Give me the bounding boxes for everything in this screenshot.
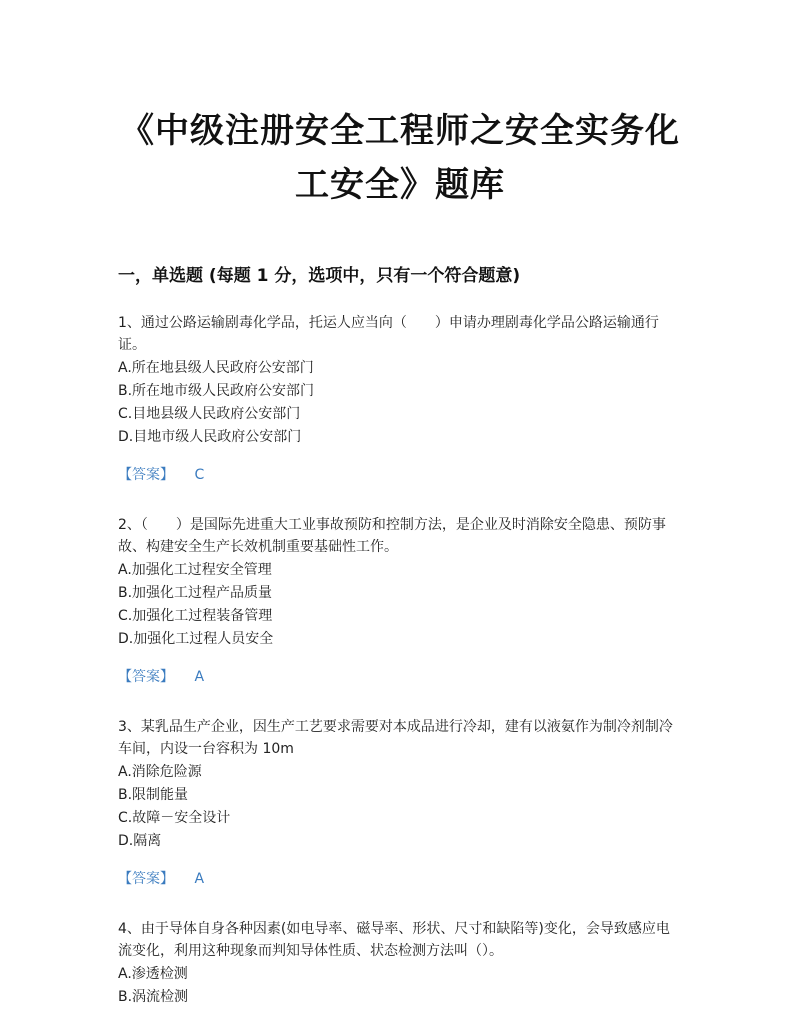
title-line-2: 工安全》题库 — [295, 165, 505, 205]
option-b: B.所在地市级人民政府公安部门 — [118, 383, 315, 399]
page-title — [118, 0, 682, 212]
option-c: C.故障－安全设计 — [118, 810, 231, 826]
answer-line — [118, 666, 682, 688]
option-d: D.加强化工过程人员安全 — [118, 631, 274, 647]
answer-line — [118, 868, 682, 890]
answer-label: 【答案】 — [118, 871, 174, 887]
question-stem: 3、某乳品生产企业，因生产工艺要求需要对本成品进行冷却，建有以液氨作为制冷剂制冷车间，内设一台容积为 10m — [118, 719, 673, 757]
option-c: C.目地县级人民政府公安部门 — [118, 406, 301, 422]
answer-label: 【答案】 — [118, 467, 174, 483]
title-line-1: 《中级注册安全工程师之安全实务化 — [120, 111, 680, 151]
question-3 — [118, 716, 682, 890]
question-list — [118, 312, 682, 1008]
question-1 — [118, 312, 682, 486]
option-a: A.消除危险源 — [118, 764, 202, 780]
option-d: D.目地市级人民政府公安部门 — [118, 429, 302, 445]
option-b: B.限制能量 — [118, 787, 189, 803]
question-stem: 2、（ ）是国际先进重大工业事故预防和控制方法，是企业及时消除安全隐患、预防事故、构建安全生产长效机制重要基础性工作。 — [118, 517, 666, 555]
answer-value: A — [194, 669, 205, 685]
option-d: D.隔离 — [118, 833, 162, 849]
answer-value: C — [194, 467, 205, 483]
question-4 — [118, 918, 682, 1008]
option-b: B.加强化工过程产品质量 — [118, 585, 273, 601]
answer-value: A — [194, 871, 205, 887]
question-2 — [118, 514, 682, 688]
question-stem: 4、由于导体自身各种因素(如电导率、磁导率、形状、尺寸和缺陷等)变化，会导致感应电流变化，利用这种现象而判知导体性质、状态检测方法叫（）。 — [118, 921, 670, 959]
answer-label: 【答案】 — [118, 669, 174, 685]
answer-line — [118, 464, 682, 486]
question-stem: 1、通过公路运输剧毒化学品，托运人应当向（ ）申请办理剧毒化学品公路运输通行证。 — [118, 315, 659, 353]
option-c: C.加强化工过程装备管理 — [118, 608, 273, 624]
option-b: B.涡流检测 — [118, 989, 189, 1005]
option-a: A.渗透检测 — [118, 966, 188, 982]
option-a: A.所在地县级人民政府公安部门 — [118, 360, 314, 376]
section-heading: 一，单选题 (每题 1 分，选项中，只有一个符合题意) — [118, 266, 521, 286]
option-a: A.加强化工过程安全管理 — [118, 562, 272, 578]
